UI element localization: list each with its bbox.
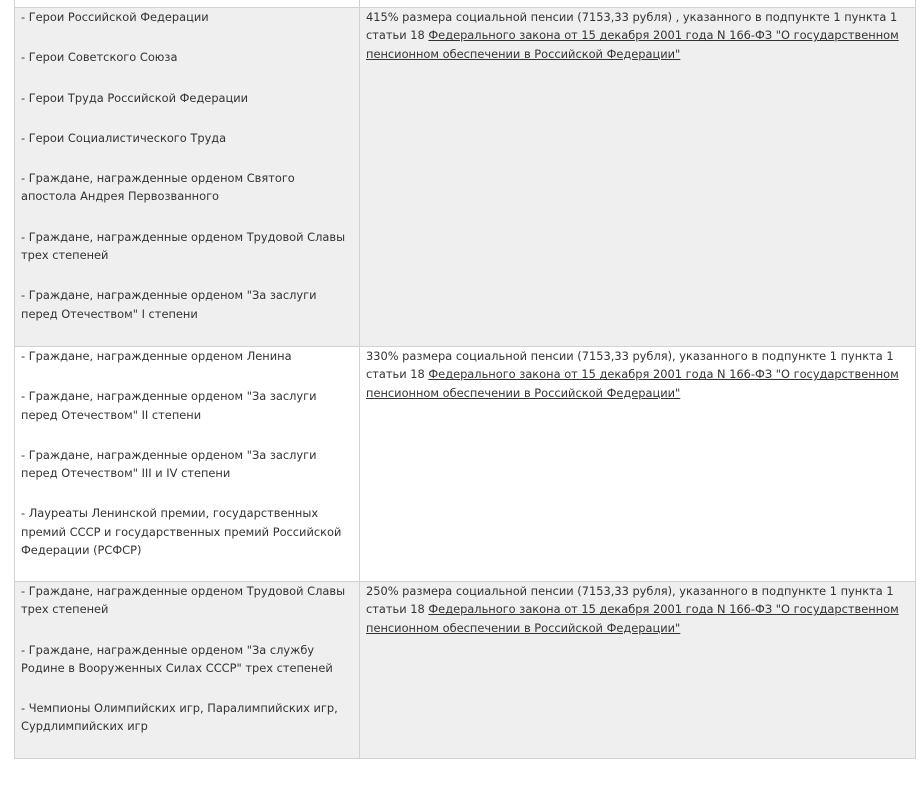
law-link[interactable]: Федерального закона от 15 декабря 2001 года N 166-ФЗ "О государственном пенсионном обеспечении в Российской Федерации" bbox=[366, 367, 899, 400]
recipients-cell bbox=[15, 347, 360, 582]
pension-table bbox=[14, 0, 916, 759]
recipient-item: - Граждане, награжденные орденом Святого апостола Андрея Первозванного bbox=[21, 171, 295, 204]
stub-cell bbox=[15, 0, 360, 8]
table-row-top-stub bbox=[15, 0, 916, 8]
table-row bbox=[15, 8, 916, 347]
table-row bbox=[15, 582, 916, 759]
law-link[interactable]: Федерального закона от 15 декабря 2001 года N 166-ФЗ "О государственном пенсионном обеспечении в Российской Федерации" bbox=[366, 602, 899, 635]
recipient-item: - Граждане, награжденные орденом "За заслуги перед Отечеством" II степени bbox=[21, 389, 317, 422]
recipient-item: - Граждане, награжденные орденом Ленина bbox=[21, 349, 292, 363]
recipient-item: - Граждане, награжденные орденом Трудовой Славы трех степеней bbox=[21, 229, 346, 263]
recipient-item: - Граждане, награжденные орденом "За заслуги перед Отечеством" I степени bbox=[21, 288, 317, 321]
recipient-item: - Лауреаты Ленинской премии, государственных премий СССР и государственных премий Российской Федерации (РСФСР) bbox=[21, 506, 342, 558]
recipient-item: - Граждане, награжденные орденом "За службу Родине в Вооруженных Силах СССР" трех степеней bbox=[21, 642, 333, 675]
recipients-cell bbox=[15, 582, 360, 759]
amount-cell bbox=[360, 582, 916, 759]
stub-cell bbox=[360, 0, 916, 8]
amount-text: 415% размера социальной пенсии (7153,33 рубля) , указанного в подпункте 1 пункта 1 статьи 18 bbox=[366, 10, 898, 43]
law-link[interactable]: Федерального закона от 15 декабря 2001 года N 166-ФЗ "О государственном пенсионном обеспечении в Российской Федерации" bbox=[366, 28, 899, 61]
recipients-cell bbox=[15, 8, 360, 347]
recipient-item: - Чемпионы Олимпийских игр, Паралимпийских игр, Сурдлимпийских игр bbox=[21, 701, 338, 734]
amount-text: 330% размера социальной пенсии (7153,33 рубля), указанного в подпункте 1 пункта 1 статьи 18 bbox=[366, 349, 894, 382]
recipient-item: - Граждане, награжденные орденом Трудовой Славы трех степеней bbox=[21, 584, 346, 617]
amount-cell bbox=[360, 347, 916, 582]
recipient-item: - Граждане, награжденные орденом "За заслуги перед Отечеством" III и IV степени bbox=[21, 447, 317, 481]
recipient-item: - Герои Труда Российской Федерации bbox=[21, 90, 249, 105]
recipient-item: - Герои Социалистического Труда bbox=[21, 130, 227, 145]
amount-text: 250% размера социальной пенсии (7153,33 рубля), указанного в подпункте 1 пункта 1 статьи 18 bbox=[366, 584, 894, 617]
table-row bbox=[15, 347, 916, 582]
recipient-item: - Герои Российской Федерации bbox=[21, 10, 209, 24]
amount-cell bbox=[360, 8, 916, 347]
recipient-item: - Герои Советского Союза bbox=[21, 50, 178, 65]
